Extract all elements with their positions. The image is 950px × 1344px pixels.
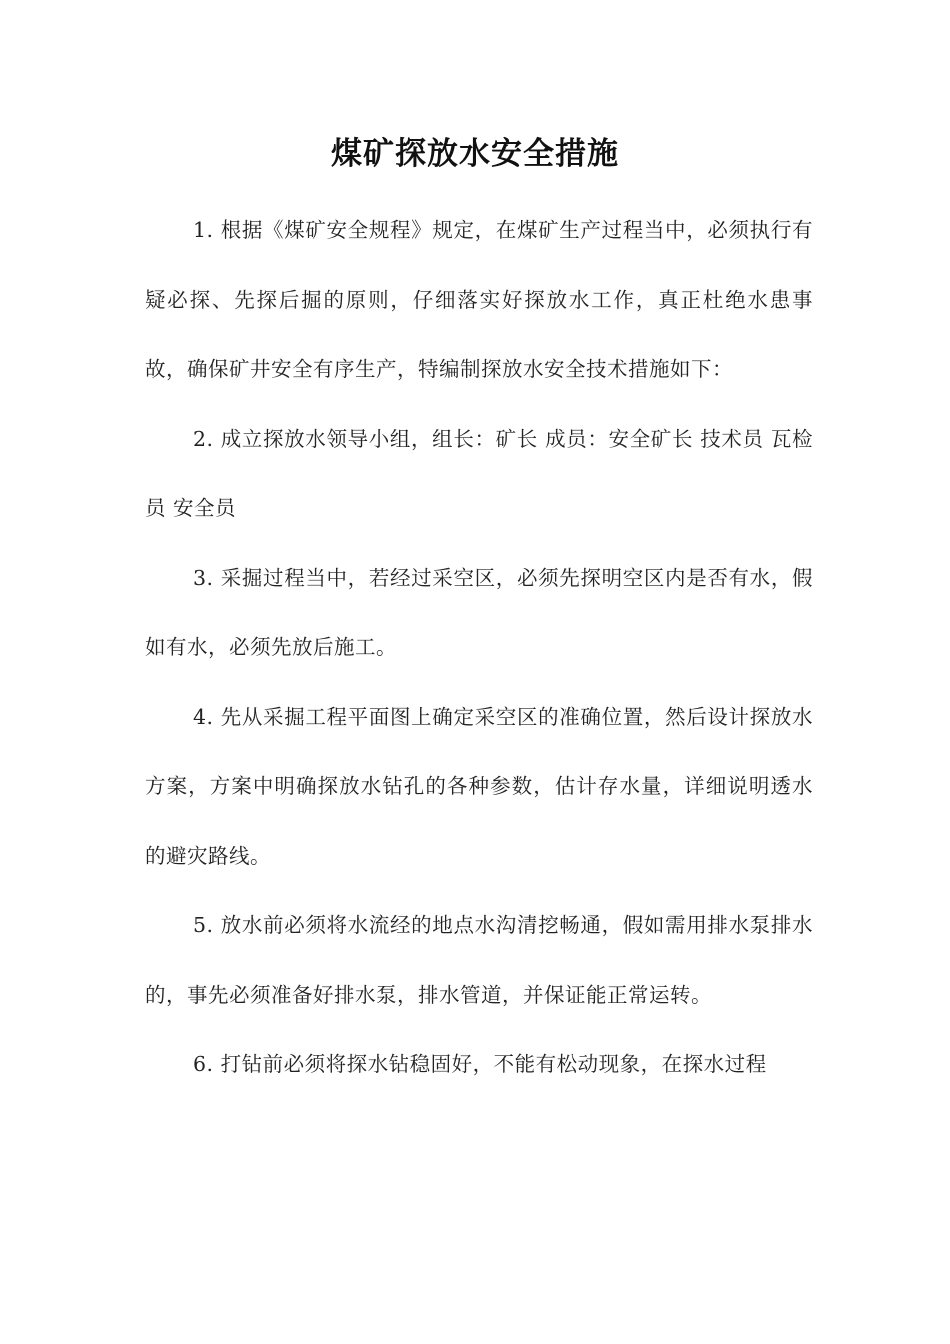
paragraph-3: 3. 采掘过程当中，若经过采空区，必须先探明空区内是否有水，假如有水，必须先放后施工。: [145, 565, 813, 659]
paragraph-5: 5. 放水前必须将水流经的地点水沟清挖畅通，假如需用排水泵排水的，事先必须准备好排水泵，排水管道，并保证能正常运转。: [145, 913, 813, 1007]
paragraph-1: 1. 根据《煤矿安全规程》规定，在煤矿生产过程当中，必须执行有疑必探、先探后掘的原则，仔细落实好探放水工作，真正杜绝水患事故，确保矿井安全有序生产，特编制探放水安全技术措施如下：: [145, 218, 813, 381]
document-title: 煤矿探放水安全措施: [331, 136, 619, 172]
paragraph-4: 4. 先从采掘工程平面图上确定采空区的准确位置，然后设计探放水方案，方案中明确探放水钻孔的各种参数，估计存水量，详细说明透水的避灾路线。: [145, 704, 813, 868]
document-body: [145, 196, 813, 1100]
paragraph-2: 2. 成立探放水领导小组，组长：矿长 成员：安全矿长 技术员 瓦检员 安全员: [145, 426, 813, 520]
paragraph-6: 6. 打钻前必须将探水钻稳固好，不能有松动现象，在探水过程: [193, 1052, 767, 1076]
